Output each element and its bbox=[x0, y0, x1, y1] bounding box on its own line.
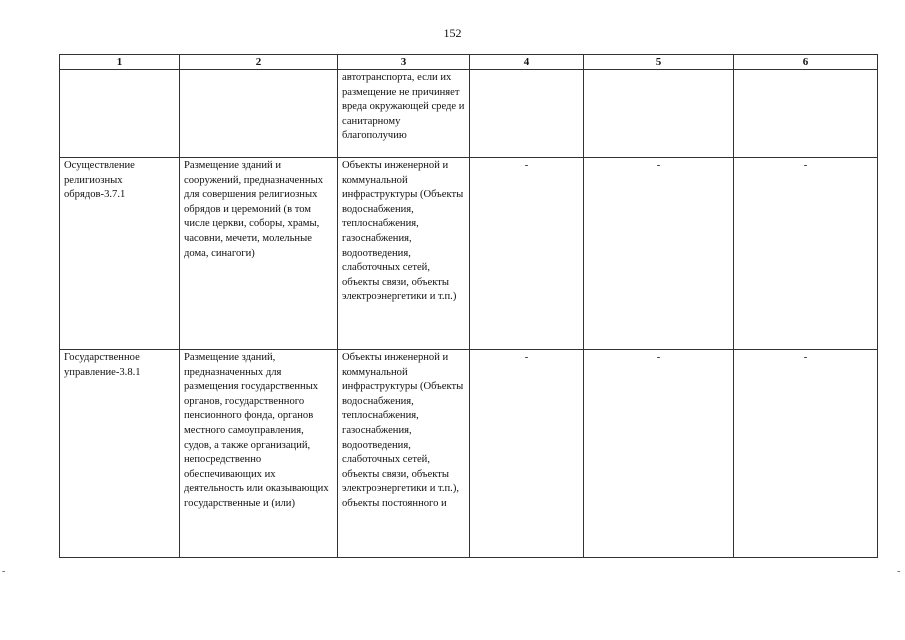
table-row-continuation bbox=[60, 70, 878, 158]
table-cell: Государственное управление-3.8.1 bbox=[60, 350, 180, 558]
column-header-3: 3 bbox=[338, 55, 470, 70]
table-header-row bbox=[60, 55, 878, 70]
page-number: 152 bbox=[443, 26, 462, 40]
table-cell bbox=[470, 70, 584, 158]
table-cell: - bbox=[584, 158, 734, 350]
table-cell bbox=[180, 70, 338, 158]
table-cell: - bbox=[734, 350, 878, 558]
table-cell: Объекты инженерной и коммунальной инфраструктуры (Объекты водоснабжения, теплоснабжения, газоснабжения, водоотведения, слаботочных сетей, объекты связи, объекты электроэнергетики и т.п.), объекты постоянного и bbox=[338, 350, 470, 558]
table-cell bbox=[584, 70, 734, 158]
table-cell: - bbox=[734, 158, 878, 350]
table-cell: Объекты инженерной и коммунальной инфраструктуры (Объекты водоснабжения, теплоснабжения, газоснабжения, водоотведения, слаботочных сетей, объекты связи, объекты электроэнергетики и т.п.) bbox=[338, 158, 470, 350]
column-header-6: 6 bbox=[734, 55, 878, 70]
table-cell: Осуществление религиозных обрядов-3.7.1 bbox=[60, 158, 180, 350]
column-header-1: 1 bbox=[60, 55, 180, 70]
table-cell: Размещение зданий, предназначенных для размещения государственных органов, государственного пенсионного фонда, органов местного самоуправления, судов, а также организаций, непосредственно обеспечивающих их деятельность или оказывающих государственные и (или) bbox=[180, 350, 338, 558]
column-header-2: 2 bbox=[180, 55, 338, 70]
table-cell bbox=[734, 70, 878, 158]
table-cell: автотранспорта, если их размещение не причиняет вреда окружающей среде и санитарному благополучию bbox=[338, 70, 470, 158]
table-cell: - bbox=[584, 350, 734, 558]
column-header-5: 5 bbox=[584, 55, 734, 70]
table-cell: - bbox=[470, 158, 584, 350]
right-margin-mark: - bbox=[897, 566, 901, 577]
table-cell bbox=[60, 70, 180, 158]
table-cell: Размещение зданий и сооружений, предназначенных для совершения религиозных обрядов и церемоний (в том числе церкви, соборы, храмы, часовни, мечети, молельные дома, синагоги) bbox=[180, 158, 338, 350]
left-margin-mark: - bbox=[2, 566, 6, 577]
table-row-government bbox=[60, 350, 878, 558]
land-use-table bbox=[59, 54, 878, 558]
table-cell: - bbox=[470, 350, 584, 558]
column-header-4: 4 bbox=[470, 55, 584, 70]
table-row-religious bbox=[60, 158, 878, 350]
